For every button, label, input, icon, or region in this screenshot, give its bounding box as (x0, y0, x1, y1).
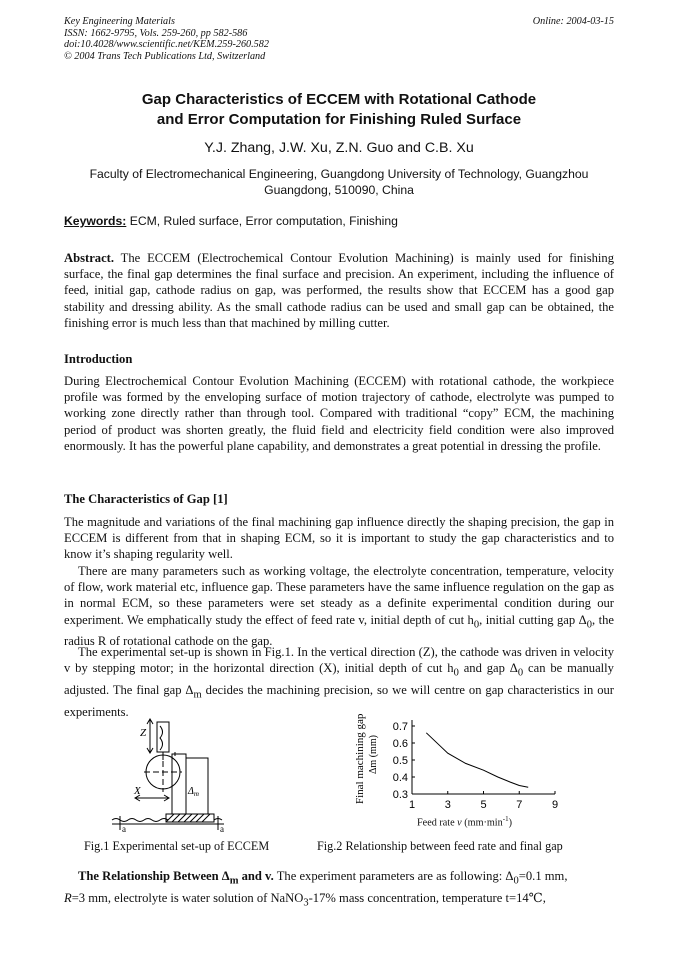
y-axis-label-line1: Final machining gap (354, 713, 366, 804)
relation-sub-2: 3 (303, 897, 309, 909)
gap-p3-sub3: m (193, 689, 202, 701)
relation-text-4: -17% mass concentration, temperature t=14 (308, 890, 529, 905)
gap-p2-sub-h: 0 (473, 619, 480, 631)
keywords (64, 214, 398, 228)
relation-text-5: , (542, 890, 546, 905)
x-tick-label: 3 (444, 799, 451, 811)
affiliation-line-2: Guangdong, 510090, China (264, 183, 414, 197)
relation-paragraph (64, 868, 614, 911)
gap-p2-mid: , initial cutting gap Δ (479, 612, 587, 627)
series-line (426, 733, 528, 787)
online-date: Online: 2004-03-15 (532, 16, 614, 27)
fig2-caption: Fig.2 Relationship between feed rate and final gap (317, 839, 563, 853)
fig1-diagram (108, 712, 228, 834)
x-axis-label-close: ) (508, 817, 512, 829)
paper-title (64, 90, 614, 130)
gap-p2-end: , the radius R of rotational cathode on the gap. (64, 612, 614, 649)
abstract-text: The ECCEM (Electrochemical Contour Evolution Machining) is mainly used for finishing surface, the final gap determines the final surface and precision. An experiment, including the influence of feed, initial gap, cathode radius on gap, was performed, the results show that ECCEM has a good gap stability and dressing ability. As the small cathode radius can be used and small gap can be obtained, the finishing error is much less than that machined by milling cutter. (64, 251, 614, 330)
label-x: X (134, 785, 141, 797)
x-axis-label-var: v (457, 817, 462, 829)
fig2-chart (350, 706, 590, 832)
y-tick-label: 0.6 (392, 738, 408, 750)
fig1-caption: Fig.1 Experimental set-up of ECCEM (84, 839, 270, 853)
gap-p3-sub2: 0 (517, 667, 524, 679)
x-axis-label (417, 815, 512, 828)
issn-line: ISSN: 1662-9795, Vols. 259-260, pp 582-586 (64, 27, 248, 39)
x-tick-label: 9 (551, 799, 559, 811)
gap-p3-a: The experimental set-up is shown in Fig.1. In the vertical direction (Z), the cathode was driven in velocity v by stepping motor; in the horizontal direction (X), initial depth of cut h (64, 645, 614, 676)
gap-p2-sub-delta: 0 (586, 619, 592, 631)
title-line-2: and Error Computation for Finishing Ruled Surface (156, 111, 522, 128)
gap-paragraph-2 (64, 563, 614, 650)
y-tick-label: 0.7 (392, 721, 408, 733)
running-header (64, 16, 269, 62)
gap-p2-text: There are many parameters such as working voltage, the electrolyte concentration, temperature, velocity of flow, work material etc, influence gap. These parameters have the same influence regulation on the gap as in normal ECM, so these parameters were set steady as a definite experimental condition during our experiment. We emphatically study the effect of feed rate v, initial depth of cut h (64, 564, 614, 627)
y-tick-label: 0.5 (392, 755, 408, 767)
relation-text-3: =3 mm, electrolyte is water solution of NaNO (71, 890, 304, 905)
relation-sub-1: 0 (513, 875, 519, 887)
y-axis-label-line2: Δm (mm) (368, 735, 379, 774)
y-tick-label: 0.3 (392, 789, 408, 801)
x-tick-label: 7 (516, 799, 523, 811)
authors: Y.J. Zhang, J.W. Xu, Z.N. Guo and C.B. Xu (204, 140, 474, 156)
abstract (64, 250, 614, 331)
copyright-line: © 2004 Trans Tech Publications Ltd, Switzerland (64, 50, 266, 62)
label-z: Z (140, 727, 147, 739)
relation-text-2: =0.1 mm, (518, 869, 568, 883)
gap-p3-d: decides the machining precision, so we will centre on gap characteristics in our experiments. (64, 682, 614, 719)
doi-line: doi:10.4028/www.scientific.net/KEM.259-260.582 (64, 39, 269, 51)
relation-r-var: R (64, 890, 72, 905)
title-line-1: Gap Characteristics of ECCEM with Rotational Cathode (141, 91, 537, 108)
affiliation (64, 166, 614, 198)
label-delta-m: $\Delta_m$ (188, 786, 199, 798)
gap-p3-b: and gap Δ (458, 661, 518, 676)
gap-p3-c: can be manually adjusted. The final gap Δ (64, 661, 614, 697)
x-tick-label: 1 (408, 799, 416, 811)
relation-text-1: The experiment parameters are as following: Δ (273, 869, 514, 883)
relation-label: The Relationship Between $\Delta_m$ and v. (78, 869, 274, 887)
gap-paragraph-1: The magnitude and variations of the final machining gap influence directly the shaping precision, the gap in ECCEM is different from that in shaping ECM, so it is important to study the gap characteristics and to know it’s shaping regularity well. (64, 515, 614, 562)
gap-p3-sub1: 0 (453, 667, 459, 679)
abstract-label: Abstract. (64, 251, 115, 265)
relation-degree: ℃ (528, 890, 543, 905)
journal-name: Key Engineering Materials (64, 16, 175, 27)
y-tick-label: 0.4 (392, 772, 408, 784)
keywords-label: Keywords: (64, 214, 127, 228)
affiliation-line-1: Faculty of Electromechanical Engineering, Guangdong University of Technology, Guangzhou (89, 167, 589, 181)
intro-heading: Introduction (64, 352, 133, 366)
intro-paragraph: During Electrochemical Contour Evolution Machining (ECCEM) with rotational cathode, the workpiece profile was formed by the enveloping surface of motion trajectory of cathode, electrolyte was pumped to working zone directly rather than through tool. Compared with traditional “copy” ECM, the machining period of product was shorten greatly, the fluid field and electricity field condition were also improved enormously. It has the powerful plane capability, and demonstrates a great potential in dressing the profile. (64, 374, 614, 453)
label-a-left: a (122, 824, 126, 834)
x-tick-label: 5 (480, 799, 487, 811)
gap-heading: The Characteristics of Gap [1] (64, 492, 228, 506)
x-axis-label-pre: Feed rate (417, 817, 458, 829)
x-axis-label-sup: -1 (502, 815, 509, 823)
x-axis-label-unit: (mm·min (461, 817, 503, 829)
label-a-right: a (220, 824, 224, 834)
keywords-text: ECM, Ruled surface, Error computation, Finishing (126, 214, 398, 228)
